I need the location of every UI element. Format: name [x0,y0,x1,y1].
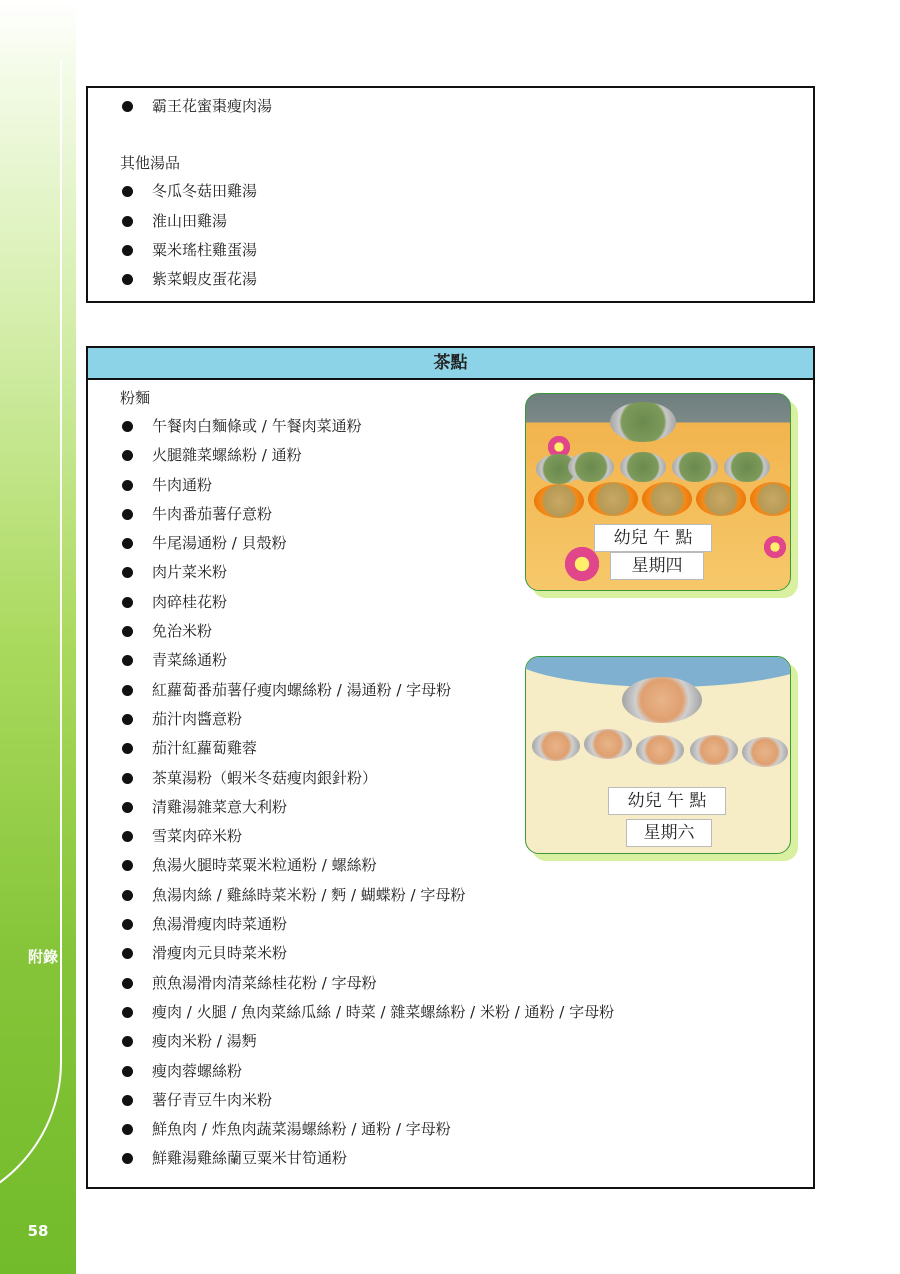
child-bowl [620,452,666,482]
child-bowl [742,737,788,767]
child-bowl [532,731,580,761]
list-item: 鮮雞湯雞絲蘭豆粟米甘筍通粉 [88,1144,813,1173]
list-item: 魚湯火腿時菜粟米粒通粉 / 螺絲粉 [88,851,813,880]
child-bowl [534,484,584,518]
list-item: 免治米粉 [88,617,813,646]
child-bowl [724,452,770,482]
child-bowl [642,482,692,516]
list-item: 煎魚湯滑肉清菜絲桂花粉 / 字母粉 [88,969,813,998]
child-bowl [568,452,614,482]
soup-list-top [88,92,813,121]
child-bowl [750,482,791,516]
list-item: 茄汁紅蘿蔔雞蓉 [88,734,813,763]
list-item: 肉片菜米粉 [88,558,813,587]
child-bowl [696,482,746,516]
list-item: 滑瘦肉元貝時菜米粉 [88,939,813,968]
noodles-category-label: 粉麵 [120,389,151,407]
list-item: 瘦肉米粉 / 湯麪 [88,1027,813,1056]
list-item: 肉碎桂花粉 [88,588,813,617]
page-number: 58 [27,1222,49,1240]
list-item: 冬瓜冬菇田雞湯 [88,177,813,206]
serving-pot [622,677,702,723]
sidebar-curve-decoration [0,60,62,1212]
snack-box-title: 茶點 [88,348,813,380]
list-item: 瘦肉蓉螺絲粉 [88,1057,813,1086]
list-item: 火腿雜菜螺絲粉 / 通粉 [88,441,813,470]
list-item: 霸王花蜜棗瘦肉湯 [88,92,813,121]
other-soups-label: 其他湯品 [120,154,181,173]
list-item: 薯仔青豆牛肉米粉 [88,1086,813,1115]
snack-photo-thursday [525,393,791,591]
list-item: 魚湯滑瘦肉時菜通粉 [88,910,813,939]
list-item: 青菜絲通粉 [88,646,813,675]
photo-sign-line2: 星期四 [610,552,704,580]
list-item: 魚湯肉絲 / 雞絲時菜米粉 / 麪 / 蝴蝶粉 / 字母粉 [88,881,813,910]
appendix-tab: 附錄 [28,948,59,966]
serving-bowl [610,402,676,442]
list-item: 清雞湯雜菜意大利粉 [88,793,813,822]
soups-box [86,86,815,303]
list-item: 茄汁肉醬意粉 [88,705,813,734]
list-item: 牛尾湯通粉 / 貝殼粉 [88,529,813,558]
photo-sign-line2: 星期六 [626,819,712,847]
child-bowl [588,482,638,516]
flower-pattern [762,534,788,560]
child-bowl [636,735,684,765]
other-soups-list [88,177,813,294]
list-item: 午餐肉白麵條或 / 午餐肉菜通粉 [88,412,813,441]
sidebar [0,0,76,1274]
list-item: 雪菜肉碎米粉 [88,822,813,851]
photo-sign-line1: 幼兒 午 點 [608,787,726,815]
list-item: 紫菜蝦皮蛋花湯 [88,265,813,294]
list-item: 牛肉番茄薯仔意粉 [88,500,813,529]
list-item: 淮山田雞湯 [88,207,813,236]
photo-sign-line1: 幼兒 午 點 [594,524,712,552]
child-bowl [672,452,718,482]
list-item: 粟米瑤柱雞蛋湯 [88,236,813,265]
list-item: 鮮魚肉 / 炸魚肉蔬菜湯螺絲粉 / 通粉 / 字母粉 [88,1115,813,1144]
list-item: 瘦肉 / 火腿 / 魚肉菜絲瓜絲 / 時菜 / 雜菜螺絲粉 / 米粉 / 通粉 / 字母粉 [88,998,813,1027]
snack-photo-saturday [525,656,791,854]
child-bowl [584,729,632,759]
list-item: 茶菓湯粉（蝦米冬菇瘦肉銀針粉） [88,764,813,793]
child-bowl [690,735,738,765]
list-item: 牛肉通粉 [88,471,813,500]
list-item: 紅蘿蔔番茄薯仔瘦肉螺絲粉 / 湯通粉 / 字母粉 [88,676,813,705]
